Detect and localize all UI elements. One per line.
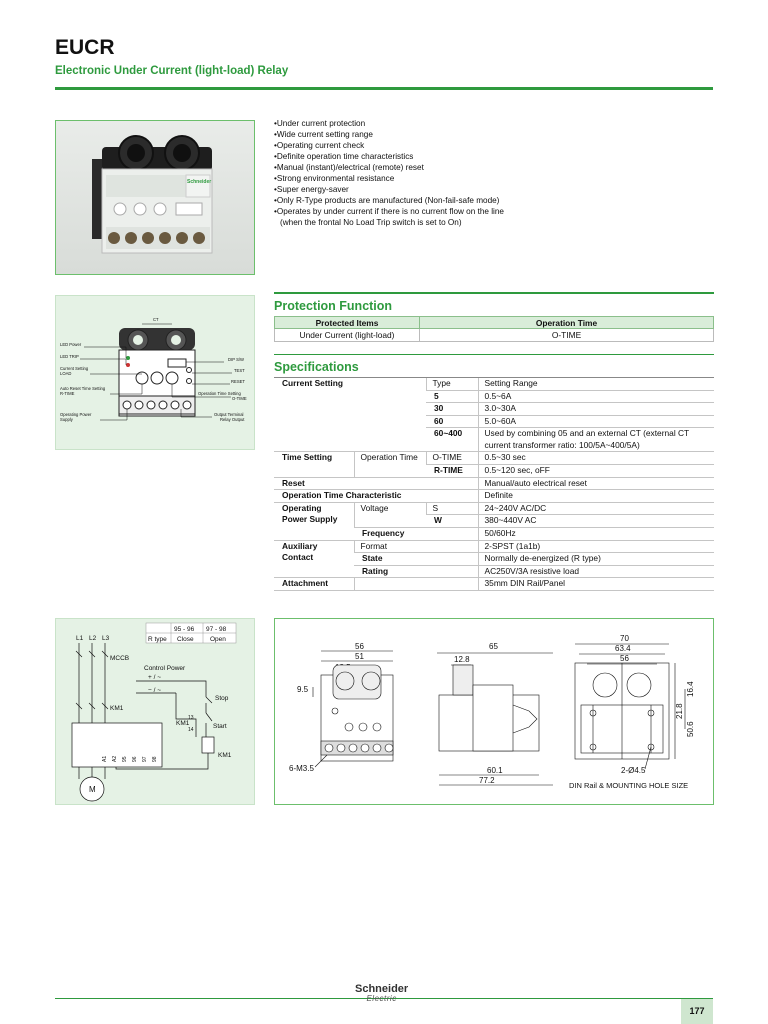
spec-op-power-2: Power Supply [282, 514, 338, 525]
spec-attachment-blank [354, 578, 478, 591]
fp-supply: Supply [60, 417, 73, 422]
specifications-heading: Specifications [274, 360, 359, 374]
feature-item: • Operating current check [274, 140, 714, 151]
feature-item: • Strong environmental resistance [274, 173, 714, 184]
wiring-term: 98 [152, 756, 158, 762]
spec-time-setting: Time Setting [274, 452, 354, 477]
protection-col-items: Protected Items [275, 317, 420, 329]
brand-sub: Electric [366, 994, 397, 1003]
dim-9-5: 9.5 [297, 685, 309, 694]
spec-type: 30 [426, 403, 478, 416]
dim-din: DIN Rail & MOUNTING HOLE SIZE [569, 781, 689, 790]
spec-range: 0.5~6A [478, 390, 714, 403]
fp-led-power: LED Power [60, 342, 82, 347]
fp-op-power: Operating Power [60, 412, 92, 417]
fp-reset: RESET [231, 379, 245, 384]
spec-s: S [426, 502, 478, 515]
feature-item: • Only R-Type products are manufactured (Non-fail-safe mode) [274, 195, 714, 206]
dimension-drawing [274, 618, 714, 805]
wiring-km1-coil-label: KM1 [176, 720, 190, 727]
fp-load: LOAD [60, 371, 72, 376]
wiring-open: Open [210, 636, 226, 643]
wiring-term: A1 [102, 755, 108, 762]
wiring-t14: 14 [188, 727, 194, 733]
front-panel-diagram [55, 295, 255, 450]
spec-rating: Rating [354, 565, 478, 578]
dim-21-8: 21.8 [675, 703, 684, 719]
spec-type-ext: 60~400 [426, 428, 478, 452]
wiring-mccb: MCCB [110, 655, 130, 662]
spec-op-power [274, 502, 354, 540]
dim-51: 51 [355, 652, 364, 661]
wiring-start: Start [213, 723, 227, 730]
spec-op-char: Operation Time Characteristic [274, 490, 478, 503]
wiring-term: 96 [132, 756, 138, 762]
specifications-table [274, 377, 714, 591]
spec-reset-val: Manual/auto electrical reset [478, 477, 714, 490]
wiring-km1-label: KM1 [110, 705, 124, 712]
spec-voltage: Voltage [354, 502, 426, 527]
dim-63-4: 63.4 [615, 644, 631, 653]
photo-brand: Schneider [187, 179, 212, 185]
feature-list [274, 118, 714, 228]
page-title: EUCR [55, 36, 115, 59]
spec-state-val: Normally de-energized (R type) [478, 553, 714, 566]
spec-range: 5.0~60A [478, 415, 714, 428]
feature-item: • Operates by under current if there is no current flow on the line [274, 206, 714, 217]
spec-r-time-val: 0.5~120 sec, oFF [478, 464, 714, 477]
dim-12-8: 12.8 [454, 655, 470, 664]
fp-op-time: Operation Time Setting [198, 391, 241, 396]
spec-w-val: 380~440V AC [478, 515, 714, 528]
protection-table [274, 316, 714, 342]
spec-type-label: Type [426, 378, 478, 391]
spec-format: Format [354, 540, 478, 553]
fp-dip: DIP S/W [228, 357, 244, 362]
dim-65: 65 [489, 642, 498, 651]
wiring-diagram [55, 618, 255, 805]
dim-hole: 2-Ø4.5 [621, 766, 646, 775]
protection-rule [274, 292, 714, 294]
spec-type: 60 [426, 415, 478, 428]
product-photo [55, 120, 255, 275]
feature-item: • Definite operation time characteristics [274, 151, 714, 162]
wiring-term: A2 [112, 755, 118, 762]
spec-frequency-val: 50/60Hz [478, 527, 714, 540]
spec-w: W [426, 515, 478, 528]
wiring-close: Close [177, 636, 194, 643]
wiring-l3: L3 [102, 635, 110, 642]
page-number: 177 [681, 999, 713, 1024]
wiring-l2: L2 [89, 635, 97, 642]
feature-item: (when the frontal No Load Trip switch is set to On) [280, 218, 462, 227]
spec-format-val: 2-SPST (1a1b) [478, 540, 714, 553]
wiring-col1: 95 - 96 [174, 626, 195, 633]
wiring-km1-contact-label: KM1 [218, 752, 232, 759]
wiring-minus: − / ~ [148, 687, 162, 694]
protection-heading: Protection Function [274, 299, 393, 313]
fp-r-time: R-TIME [60, 391, 75, 396]
feature-item: • Manual (instant)/electrical (remote) reset [274, 162, 714, 173]
spec-aux-1: Auxiliary [282, 540, 318, 551]
header-rule [55, 87, 713, 90]
spec-range-ext-1: Used by combining 05 and an external CT (external CT [484, 428, 690, 439]
spec-range-label: Setting Range [478, 378, 714, 391]
spec-reset: Reset [274, 477, 478, 490]
fp-ct: CT [153, 317, 159, 322]
brand-logo [355, 983, 408, 1003]
fp-out-terminal: Output Terminal [214, 412, 244, 417]
spec-range-ext-2: current transformer ratio: 100/5A~400/5A) [484, 439, 640, 450]
spec-current-setting: Current Setting [274, 378, 426, 452]
wiring-term: 95 [122, 756, 128, 762]
spec-aux-2: Contact [282, 552, 314, 563]
feature-item: • Wide current setting range [274, 129, 714, 140]
wiring-control-power: Control Power [144, 665, 186, 672]
page-subtitle: Electronic Under Current (light-load) Relay [55, 65, 289, 77]
spec-aux [274, 540, 354, 578]
fp-led-trip: LED TRIP [60, 354, 79, 359]
fp-test: TEST [234, 368, 245, 373]
dim-70: 70 [620, 634, 629, 643]
wiring-t13: 13 [188, 715, 194, 721]
spec-s-val: 24~240V AC/DC [478, 502, 714, 515]
spec-range-ext [478, 428, 714, 452]
spec-attachment-val: 35mm DIN Rail/Panel [478, 578, 714, 591]
protection-bottom-rule [274, 354, 714, 355]
dim-60-1: 60.1 [487, 766, 503, 775]
feature-item: • Super energy-saver [274, 184, 714, 195]
spec-rating-val: AC250V/3A resistive load [478, 565, 714, 578]
dim-56b: 56 [620, 654, 629, 663]
spec-op-char-val: Definite [478, 490, 714, 503]
wiring-term: 97 [142, 756, 148, 762]
spec-type: 5 [426, 390, 478, 403]
spec-r-time: R-TIME [426, 464, 478, 477]
spec-op-power-1: Operating [282, 502, 322, 513]
dim-50-6: 50.6 [686, 721, 695, 737]
spec-attachment: Attachment [274, 578, 354, 591]
dim-16-4: 16.4 [686, 681, 695, 697]
wiring-stop: Stop [215, 695, 229, 702]
dim-m3-5: 6-M3.5 [289, 764, 314, 773]
fp-current-setting: Current Setting [60, 366, 89, 371]
dim-77-2: 77.2 [479, 776, 495, 785]
wiring-rtype: R type [148, 636, 167, 643]
spec-range: 3.0~30A [478, 403, 714, 416]
wiring-motor: M [89, 785, 96, 794]
dim-56: 56 [355, 642, 364, 651]
fp-o-time: O-TIME [232, 396, 247, 401]
spec-frequency: Frequency [354, 527, 478, 540]
protection-item: Under Current (light-load) [275, 329, 420, 342]
spec-state: State [354, 553, 478, 566]
spec-o-time: O-TIME [426, 452, 478, 465]
fp-auto-reset: Auto Reset Time Setting [60, 386, 106, 391]
wiring-col2: 97 - 98 [206, 626, 227, 633]
protection-col-time: Operation Time [420, 317, 714, 329]
feature-item: • Under current protection [274, 118, 714, 129]
brand-name: Schneider [355, 983, 409, 995]
spec-o-time-val: 0.5~30 sec [478, 452, 714, 465]
spec-operation-time: Operation Time [354, 452, 426, 477]
wiring-l1: L1 [76, 635, 84, 642]
wiring-plus: + / ~ [148, 674, 162, 681]
protection-time: O-TIME [420, 329, 714, 342]
fp-relay-output: Relay Output [220, 417, 245, 422]
